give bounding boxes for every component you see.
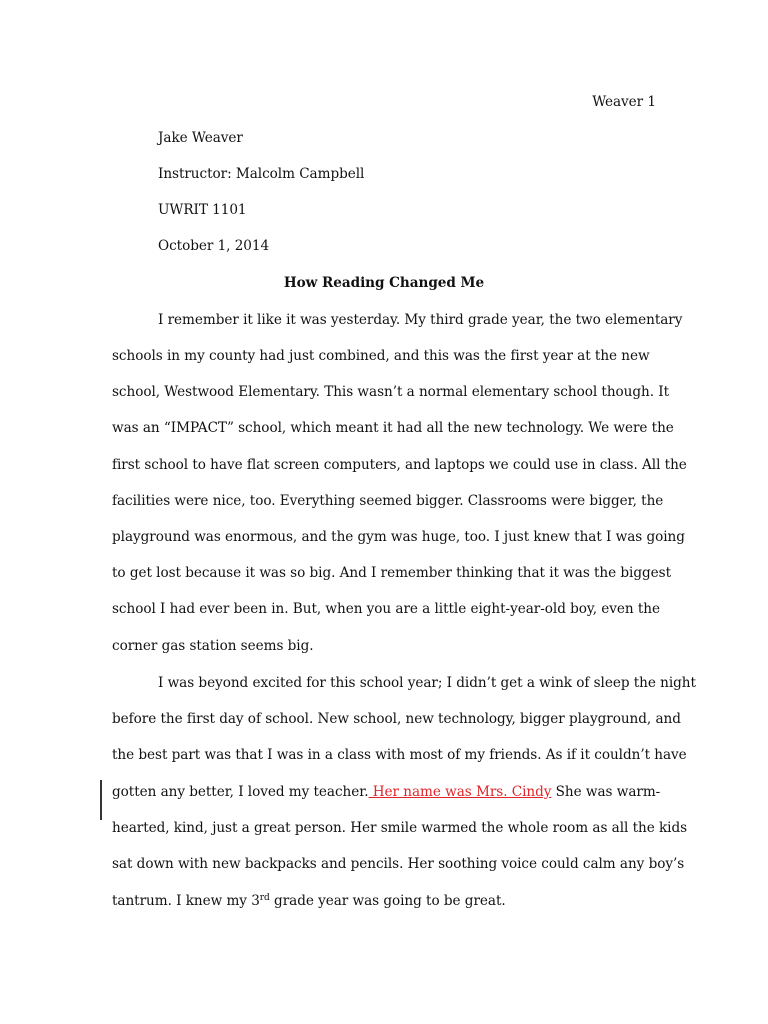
essay-title: How Reading Changed Me [283,275,485,291]
text-run: gotten any better, I loved my teacher. [112,784,369,800]
tracked-insertion[interactable]: Her name was Mrs. Cindy [368,784,552,800]
superscript: rd [259,893,270,903]
paragraph-line: first school to have flat screen computers, and laptops we could use in class. All the [112,457,687,473]
paragraph-line: playground was enormous, and the gym was huge, too. I just knew that I was going [112,529,685,545]
paragraph-line: before the first day of school. New school, new technology, bigger playground, and [112,711,681,727]
paragraph-line: I was beyond excited for this school year; I didn’t get a wink of sleep the night [158,675,696,691]
instructor-line: Instructor: Malcolm Campbell [158,166,365,182]
paragraph-line: the best part was that I was in a class with most of my friends. As if it couldn’t have [112,747,687,763]
running-head: Weaver 1 [592,94,656,110]
course-line: UWRIT 1101 [158,202,247,218]
paragraph-line [112,891,506,913]
text-run: grade year was going to be great. [269,893,506,909]
date-line: October 1, 2014 [158,238,270,254]
paragraph-line: corner gas station seems big. [112,638,314,654]
paragraph-line: school, Westwood Elementary. This wasn’t a normal elementary school though. It [112,384,669,400]
paragraph-line: schools in my county had just combined, and this was the first year at the new [112,348,650,364]
paragraph-line: school I had ever been in. But, when you are a little eight-year-old boy, even the [112,601,660,617]
text-run: tantrum. I knew my 3 [112,893,260,909]
paragraph-line: hearted, kind, just a great person. Her smile warmed the whole room as all the kids [112,820,688,836]
author-name: Jake Weaver [158,130,243,146]
change-bar-marker [100,780,102,820]
paragraph-line: facilities were nice, too. Everything seemed bigger. Classrooms were bigger, the [112,493,664,509]
text-run: She was warm- [551,784,661,800]
paragraph-line [112,782,660,802]
paragraph-line: was an “IMPACT” school, which meant it had all the new technology. We were the [112,420,674,436]
paragraph-line: sat down with new backpacks and pencils. Her soothing voice could calm any boy’s [112,856,685,872]
paragraph-line: to get lost because it was so big. And I remember thinking that it was the biggest [112,565,671,581]
paragraph-line: I remember it like it was yesterday. My third grade year, the two elementary [158,312,683,328]
